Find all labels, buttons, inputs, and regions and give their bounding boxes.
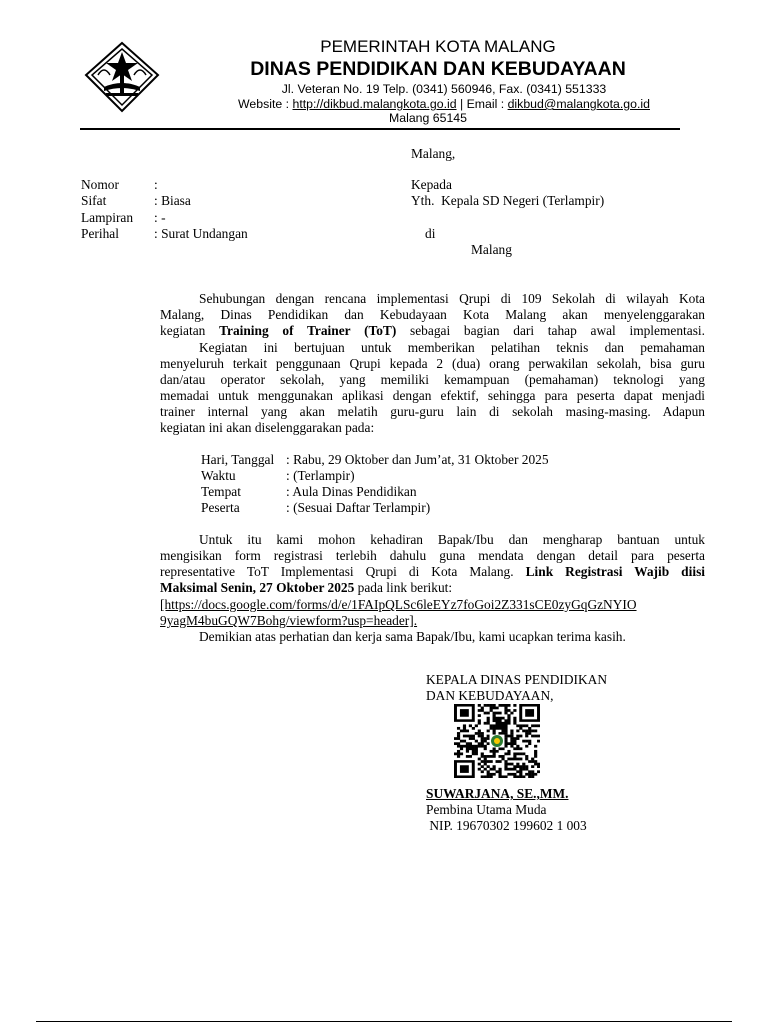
schedule-tempat-value: : Aula Dinas Pendidikan	[286, 484, 417, 499]
schedule-waktu-label: Waktu	[201, 468, 236, 483]
p1-line-3	[160, 322, 705, 340]
letterhead-government: PEMERINTAH KOTA MALANG	[320, 37, 556, 56]
letterhead-agency: DINAS PENDIDIKAN DAN KEBUDAYAAN	[250, 58, 626, 80]
schedule-peserta-value: : (Sesuai Daftar Terlampir)	[286, 500, 431, 515]
letterhead-address: Jl. Veteran No. 19 Telp. (0341) 560946, Fax. (0341) 551333	[281, 82, 607, 96]
p3-line-1: Untuk itu kami mohon kehadiran Bapak/Ibu dan mengharap bantuan untuk	[199, 532, 705, 547]
schedule-hari-label: Hari, Tanggal	[201, 452, 275, 467]
p3-line-3-pre: representative ToT Implementasi Qrupi di Kota Malang.	[160, 564, 526, 579]
signature-title-1: KEPALA DINAS PENDIDIKAN	[426, 672, 608, 687]
lampiran-label: Lampiran	[81, 210, 134, 225]
p3-line-4-post: pada link berikut:	[354, 580, 453, 595]
registration-deadline-emphasis: Link Registrasi Wajib diisi	[525, 564, 705, 579]
p2-line-5: trainer internal yang akan melatih guru-guru lain di sekolah masing-masing. Adapun	[160, 404, 705, 419]
letterhead-contact	[208, 97, 680, 111]
closing-sentence: Demikian atas perhatian dan kerja sama Bapak/Ibu, kami ucapkan terima kasih.	[199, 629, 626, 644]
schedule-peserta-label: Peserta	[201, 500, 240, 515]
p1-line-3-pre: kegiatan	[160, 323, 220, 338]
p2-line-1: Kegiatan ini bertujuan untuk memberikan pelatihan teknis dan pemahaman	[199, 340, 705, 355]
p2-line-2: menyeluruh terkait penggunaan Qrupi kepada 2 (dua) orang perwakilan sekolah, bisa guru	[160, 356, 705, 371]
registration-link-line-2[interactable]: 9yagM4buGQW7Bohg/viewform?usp=header].	[160, 613, 418, 628]
p2-line-6: kegiatan ini akan diselenggarakan pada:	[160, 420, 375, 435]
website-link[interactable]: http://dikbud.malangkota.go.id	[292, 97, 457, 111]
signatory-rank: Pembina Utama Muda	[426, 802, 547, 817]
letterhead-city-postal: Malang 65145	[389, 111, 467, 125]
registration-link-line-1[interactable]: [https://docs.google.com/forms/d/e/1FAIpQLSc6leEYz7foGoi2Z331sCE0zyGqGzNYIO	[160, 597, 637, 612]
p1-line-3-post: sebagai bagian dari tahap awal implementasi.	[396, 323, 705, 338]
schedule-waktu-value: : (Terlampir)	[286, 468, 355, 483]
p2-line-4: memadai untuk menggunakan aplikasi dengan efektif, sehingga para peserta dapat menjadi	[160, 388, 705, 403]
p1-line-1: Sehubungan dengan rencana implementasi Qrupi di 109 Sekolah di wilayah Kota	[199, 291, 705, 306]
schedule-tempat-label: Tempat	[201, 484, 241, 499]
recipient-yth: Yth. Kepala SD Negeri (Terlampir)	[411, 193, 605, 208]
recipient-kepada: Kepada	[411, 177, 452, 192]
p1-line-2: Malang, Dinas Pendidikan dan Kebudayaan Kota Malang akan menyelenggarakan	[160, 307, 705, 322]
p3-line-4	[160, 579, 452, 597]
email-label: | Email :	[456, 97, 508, 111]
perihal-value: : Surat Undangan	[154, 226, 248, 241]
city-emblem-logo	[84, 41, 160, 113]
lampiran-value: : -	[154, 210, 166, 225]
recipient-city: Malang	[471, 242, 512, 257]
recipient-di: di	[425, 226, 436, 241]
signatory-name: SUWARJANA, SE.,MM.	[426, 786, 569, 801]
sifat-value: : Biasa	[154, 193, 191, 208]
letterhead-divider	[80, 128, 680, 130]
sifat-label: Sifat	[81, 193, 107, 208]
nomor-label: Nomor	[81, 177, 119, 192]
deadline-date-emphasis: Maksimal Senin, 27 Oktober 2025	[160, 580, 355, 595]
p2-line-3: dan/atau operator sekolah, yang memiliki kemampuan (pemahaman) teknologi yang	[160, 372, 705, 387]
website-label: Website :	[238, 97, 293, 111]
signature-title-2: DAN KEBUDAYAAN,	[426, 688, 554, 703]
p3-line-2: mengisikan form registrasi terlebih dahulu guna mendata dengan detail para peserta	[160, 548, 705, 563]
signature-qr-code	[454, 704, 540, 778]
perihal-label: Perihal	[81, 226, 119, 241]
email-link[interactable]: dikbud@malangkota.go.id	[507, 97, 650, 111]
page-bottom-rule	[36, 1021, 732, 1022]
tot-emphasis: Training of Trainer (ToT)	[219, 323, 397, 338]
date-place: Malang,	[411, 146, 456, 161]
signatory-nip: NIP. 19670302 199602 1 003	[426, 818, 587, 833]
nomor-value: :	[154, 177, 158, 192]
schedule-hari-value: : Rabu, 29 Oktober dan Jum’at, 31 Oktober 2025	[286, 452, 549, 467]
